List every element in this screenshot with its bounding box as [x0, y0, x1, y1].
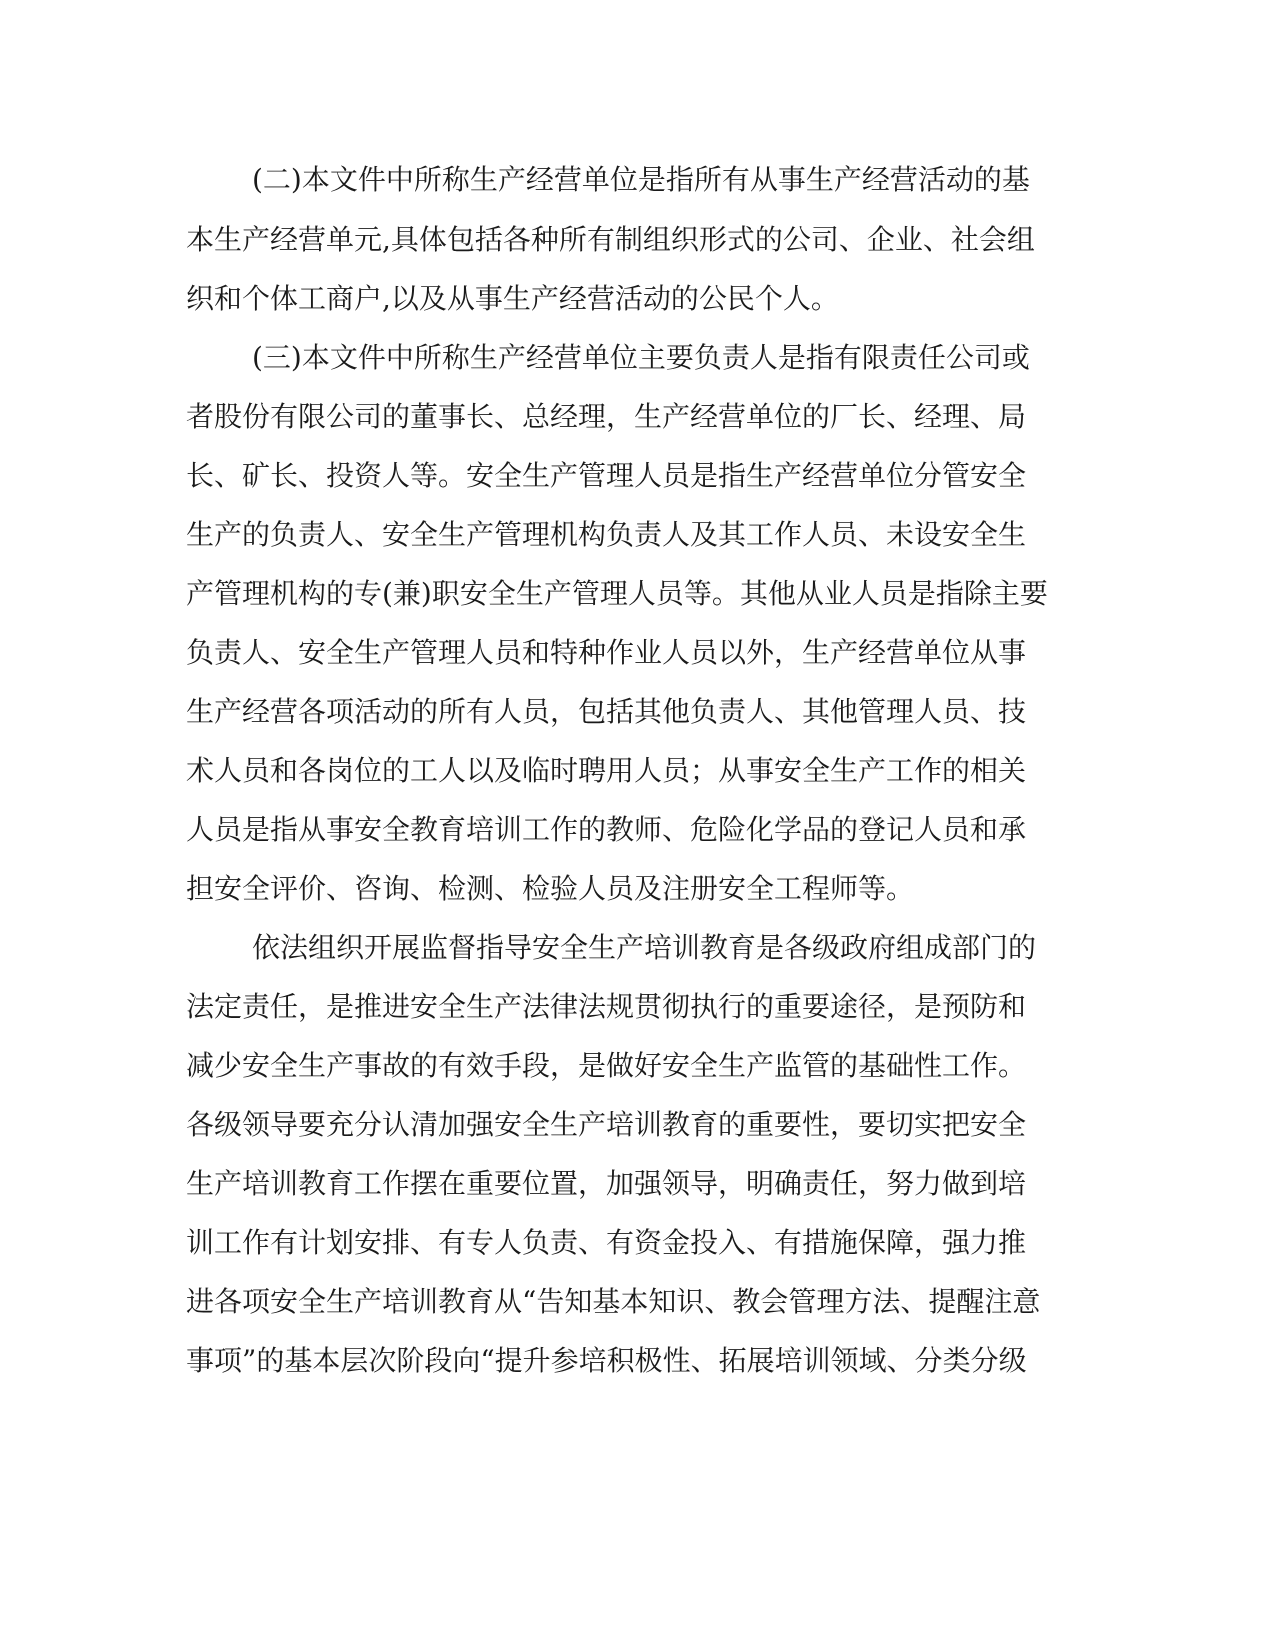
- paragraph-3-line-1: 依法组织开展监督指导安全生产培训教育是各级政府组成部门的: [252, 931, 1037, 964]
- paragraph-3-line-6: 训工作有计划安排、有专人负责、有资金投入、有措施保障，强力推: [186, 1226, 1027, 1259]
- paragraph-2-line-1: (三)本文件中所称生产经营单位主要负责人是指有限责任公司或: [252, 341, 1030, 374]
- paragraph-3-line-5: 生产培训教育工作摆在重要位置，加强领导，明确责任，努力做到培: [186, 1167, 1027, 1200]
- paragraph-2-line-4: 生产的负责人、安全生产管理机构负责人及其工作人员、未设安全生: [186, 518, 1027, 551]
- paragraph-1-line-1: (二)本文件中所称生产经营单位是指所有从事生产经营活动的基: [252, 163, 1030, 196]
- paragraph-3-line-4: 各级领导要充分认清加强安全生产培训教育的重要性，要切实把安全: [186, 1108, 1027, 1141]
- paragraph-2-line-6: 负责人、安全生产管理人员和特种作业人员以外，生产经营单位从事: [186, 636, 1027, 669]
- paragraph-2-line-2: 者股份有限公司的董事长、总经理，生产经营单位的厂长、经理、局: [186, 400, 1027, 433]
- paragraph-3-line-7: 进各项安全生产培训教育从“告知基本知识、教会管理方法、提醒注意: [186, 1285, 1041, 1318]
- paragraph-2-line-9: 人员是指从事安全教育培训工作的教师、危险化学品的登记人员和承: [186, 813, 1027, 846]
- paragraph-3-line-2: 法定责任，是推进安全生产法律法规贯彻执行的重要途径，是预防和: [186, 990, 1027, 1023]
- paragraph-1-line-3: 织和个体工商户,以及从事生产经营活动的公民个人。: [186, 282, 839, 315]
- paragraph-1-line-2: 本生产经营单元,具体包括各种所有制组织形式的公司、企业、社会组: [186, 223, 1035, 256]
- paragraph-3-line-8: 事项”的基本层次阶段向“提升参培积极性、拓展培训领域、分类分级: [186, 1344, 1027, 1377]
- paragraph-2-line-10: 担安全评价、咨询、检测、检验人员及注册安全工程师等。: [186, 872, 915, 905]
- paragraph-2-line-5: 产管理机构的专(兼)职安全生产管理人员等。其他从业人员是指除主要: [186, 577, 1048, 610]
- paragraph-2-line-3: 长、矿长、投资人等。安全生产管理人员是指生产经营单位分管安全: [186, 459, 1027, 492]
- paragraph-2-line-8: 术人员和各岗位的工人以及临时聘用人员；从事安全生产工作的相关: [186, 754, 1027, 787]
- paragraph-2-line-7: 生产经营各项活动的所有人员，包括其他负责人、其他管理人员、技: [186, 695, 1027, 728]
- paragraph-3-line-3: 减少安全生产事故的有效手段，是做好安全生产监管的基础性工作。: [186, 1049, 1027, 1082]
